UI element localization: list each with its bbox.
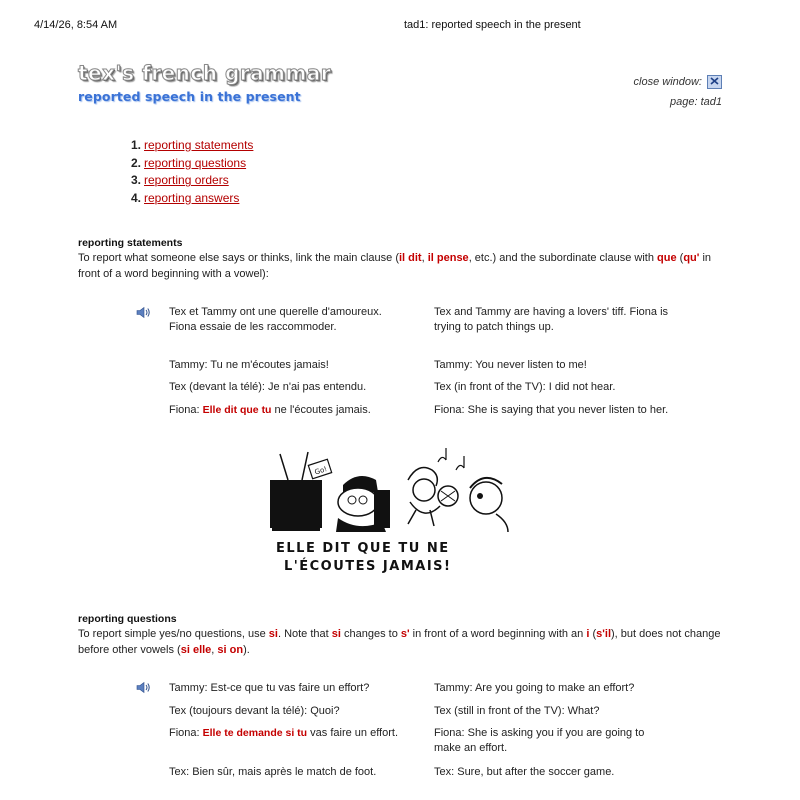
- toc-item: [131, 137, 253, 155]
- toc-item: [131, 190, 253, 208]
- highlighted-term: que: [657, 252, 677, 264]
- example-english: Fiona: She is saying that you never listen to her.: [434, 404, 669, 416]
- example-french: Tex: Bien sûr, mais après le match de foot.: [169, 766, 377, 778]
- highlighted-term: si elle: [180, 644, 212, 656]
- example-french: Tex et Tammy ont une querelle d'amoureux. Fiona essaie de les raccommoder.: [169, 306, 382, 333]
- example-english: Tex (in front of the TV): I did not hear.: [434, 381, 616, 393]
- highlighted-term: i: [586, 628, 590, 640]
- example-english: Tammy: You never listen to me!: [434, 359, 587, 371]
- highlighted-term: qu': [683, 252, 700, 264]
- highlighted-term: Elle te demande si tu: [202, 727, 308, 739]
- example-french: Fiona: Elle dit que tu ne l'écoutes jamais.: [169, 404, 371, 416]
- highlighted-term: si: [331, 628, 341, 640]
- toc-link-statements[interactable]: reporting statements: [144, 138, 254, 152]
- highlighted-term: s': [400, 628, 410, 640]
- section-intro: To report what someone else says or thinks, link the main clause (il dit, il pense, etc.) and the subordinate clause with que (qu' in front of a word beginning with a vowel):: [78, 252, 712, 280]
- section-intro: To report simple yes/no questions, use si. Note that si changes to s' in front of a word beginning with an i (s'il), but does not change before other vowels (si elle, si on).: [78, 628, 721, 656]
- example-french: Tex (toujours devant la télé): Quoi?: [169, 705, 340, 717]
- cartoon-caption-line: L'ÉCOUTES JAMAIS!: [284, 559, 452, 574]
- toc-link-orders[interactable]: reporting orders: [144, 173, 229, 188]
- cartoon-illustration: [258, 440, 548, 575]
- highlighted-term: si on: [217, 644, 244, 656]
- highlighted-term: s'il: [596, 628, 612, 640]
- speaker-icon[interactable]: [136, 306, 151, 319]
- toc-item: [131, 155, 253, 173]
- top-right-info: [634, 72, 722, 112]
- svg-text:Go!: Go!: [313, 465, 329, 477]
- section-statements: [78, 237, 726, 282]
- toc-number: 4.: [131, 191, 142, 206]
- example-french: Tammy: Tu ne m'écoutes jamais!: [169, 359, 329, 371]
- example-english: Tex: Sure, but after the soccer game.: [434, 766, 615, 778]
- highlighted-term: il pense: [427, 252, 469, 264]
- highlighted-term: Elle dit que tu: [202, 404, 272, 416]
- table-of-contents: [131, 137, 253, 208]
- example-english: Tammy: Are you going to make an effort?: [434, 682, 635, 694]
- highlighted-term: il dit: [398, 252, 422, 264]
- speaker-icon[interactable]: [136, 681, 151, 694]
- section-questions: [78, 613, 726, 658]
- section-heading: reporting statements: [78, 237, 183, 249]
- toc-link-questions[interactable]: reporting questions: [144, 155, 247, 170]
- example-english: Tex (still in front of the TV): What?: [434, 705, 600, 717]
- site-logo: [78, 62, 331, 104]
- cartoon-caption-line: ELLE DIT QUE TU NE: [276, 541, 450, 556]
- page-subtitle: reported speech in the present: [78, 89, 301, 104]
- toc-number: 3.: [131, 173, 142, 188]
- page-label: page: tad1: [670, 96, 722, 108]
- example-english: Tex and Tammy are having a lovers' tiff. Fiona is trying to patch things up.: [434, 306, 669, 333]
- toc-link-answers[interactable]: reporting answers: [144, 191, 240, 206]
- example-french: Tammy: Est-ce que tu vas faire un effort?: [169, 682, 370, 694]
- print-page-title: tad1: reported speech in the present: [404, 19, 581, 31]
- example-french: Fiona: Elle te demande si tu vas faire un effort.: [169, 727, 398, 739]
- close-window-label: close window:: [633, 76, 702, 88]
- close-window-icon[interactable]: [707, 75, 722, 89]
- toc-item: [131, 172, 253, 190]
- example-french: Tex (devant la télé): Je n'ai pas entendu.: [169, 381, 367, 393]
- example-english: Fiona: She is asking you if you are going to make an effort.: [434, 727, 645, 754]
- highlighted-term: si: [268, 628, 278, 640]
- toc-number: 1.: [131, 138, 142, 152]
- print-datetime: 4/14/26, 8:54 AM: [34, 19, 118, 31]
- logo-title: tex's french grammar: [78, 61, 332, 85]
- section-heading: reporting questions: [78, 613, 177, 625]
- toc-number: 2.: [131, 155, 142, 170]
